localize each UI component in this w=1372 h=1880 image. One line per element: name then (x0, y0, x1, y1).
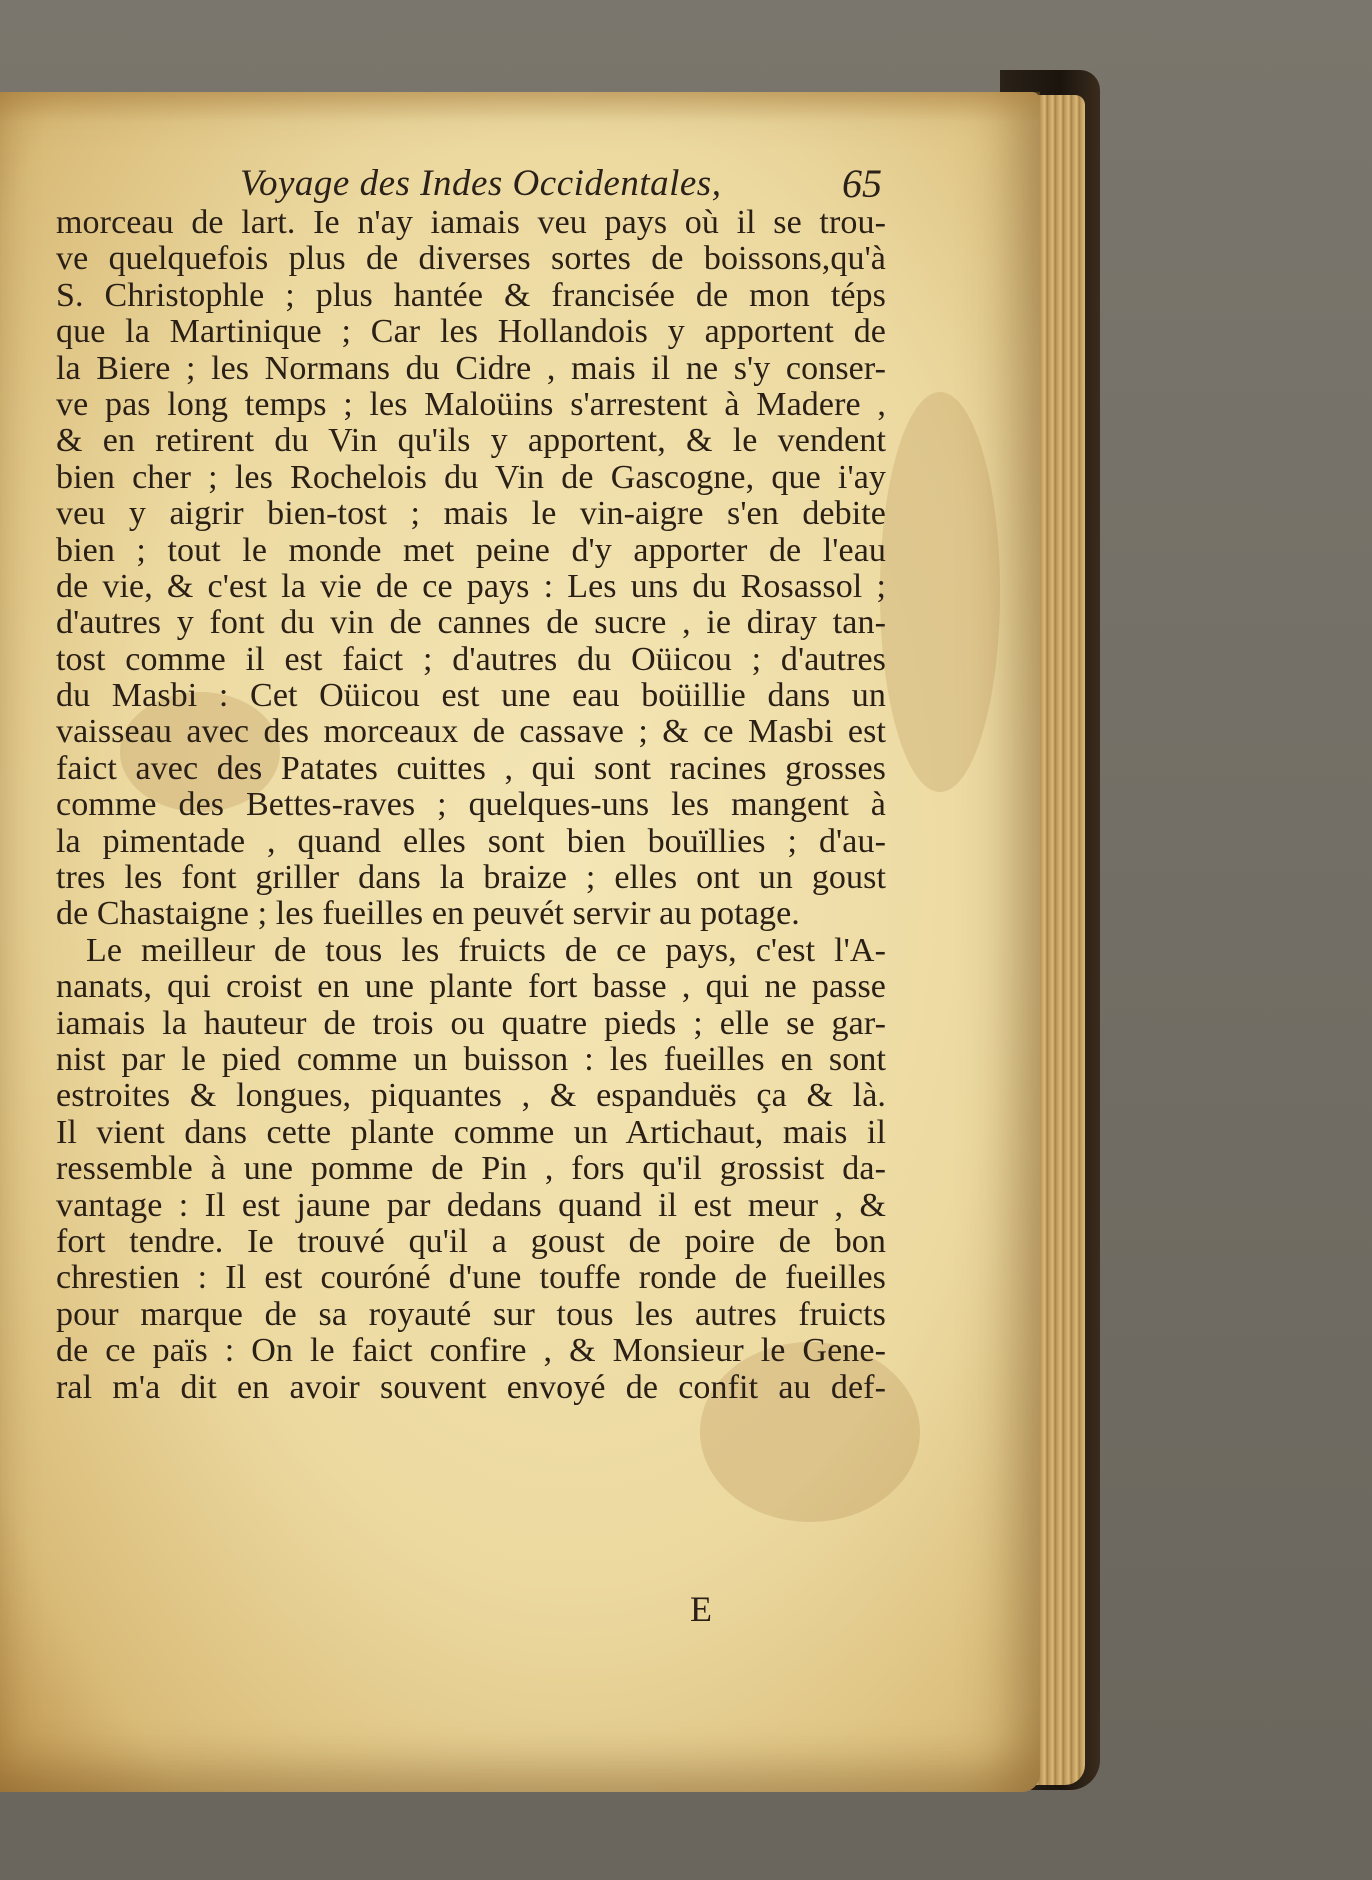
signature-mark: E (690, 1589, 712, 1629)
text-line: la Biere ; les Normans du Cidre , mais il ne s'y conser- (56, 349, 886, 387)
text-line: morceau de lart. Ie n'ay iamais veu pays où il se trou- (56, 204, 886, 241)
text-line: de vie, & c'est la vie de ce pays : Les uns du Rosassol ; (56, 567, 886, 605)
text-line: & en retirent du Vin qu'ils y apportent, & le vendent (56, 422, 886, 460)
text-line: vaisseau avec des morceaux de cassave ; & ce Masbi est (56, 713, 886, 751)
text-line: du Masbi : Cet Oüicou est une eau boüillie dans un (56, 677, 886, 715)
text-line: tost comme il est faict ; d'autres du Oüicou ; d'autres (56, 640, 886, 678)
text-line: de ce païs : On le faict confire , & Monsieur le Gene- (56, 1332, 886, 1370)
book-page (0, 92, 1040, 1792)
text-line: ral m'a dit en avoir souvent envoyé de confit au def- (56, 1368, 886, 1406)
body-text (56, 205, 886, 1406)
text-line: ve quelquefois plus de diverses sortes de boissons,qu'à (56, 240, 886, 278)
text-line: ressemble à une pomme de Pin , fors qu'il grossist da- (56, 1150, 886, 1188)
text-line: de Chastaigne ; les fueilles en peuvét servir au potage. (56, 895, 800, 933)
text-line: faict avec des Patates cuittes , qui sont racines grosses (56, 749, 886, 787)
running-head: Voyage des Indes Occidentales, (240, 163, 722, 204)
text-line: bien ; tout le monde met peine d'y apporter de l'eau (56, 531, 886, 569)
text-line: S. Christophle ; plus hantée & francisée de mon téps (56, 276, 886, 314)
text-line: chrestien : Il est couróné d'une touffe ronde de fueilles (56, 1259, 886, 1297)
text-line: nist par le pied comme un buisson : les fueilles en sont (56, 1040, 886, 1078)
text-line: ve pas long temps ; les Maloüins s'arrestent à Madere , (56, 385, 886, 423)
text-line: vantage : Il est jaune par dedans quand il est meur , & (56, 1186, 886, 1224)
text-line: veu y aigrir bien-tost ; mais le vin-aigre s'en debite (56, 495, 886, 533)
page-number: 65 (842, 161, 882, 206)
text-line: fort tendre. Ie trouvé qu'il a goust de poire de bon (56, 1222, 886, 1260)
text-line: pour marque de sa royauté sur tous les autres fruicts (56, 1295, 886, 1333)
text-line: Il vient dans cette plante comme un Artichaut, mais il (56, 1113, 886, 1151)
text-line: Le meilleur de tous les fruicts de ce pays, c'est l'A- (86, 931, 886, 969)
text-line: comme des Bettes-raves ; quelques-uns les mangent à (56, 786, 886, 824)
text-line: la pimentade , quand elles sont bien bouïllies ; d'au- (56, 822, 886, 860)
text-line: tres les font griller dans la braize ; elles ont un goust (56, 859, 886, 897)
page-stain (880, 392, 1000, 792)
text-line: bien cher ; les Rochelois du Vin de Gascogne, que i'ay (56, 458, 886, 496)
text-line: estroites & longues, piquantes , & espanduës ça & là. (56, 1077, 886, 1115)
text-line: nanats, qui croist en une plante fort basse , qui ne passe (56, 968, 886, 1006)
text-line: iamais la hauteur de trois ou quatre pieds ; elle se gar- (56, 1004, 886, 1042)
text-line: que la Martinique ; Car les Hollandois y apportent de (56, 313, 886, 351)
text-line: d'autres y font du vin de cannes de sucre , ie diray tan- (56, 604, 886, 642)
